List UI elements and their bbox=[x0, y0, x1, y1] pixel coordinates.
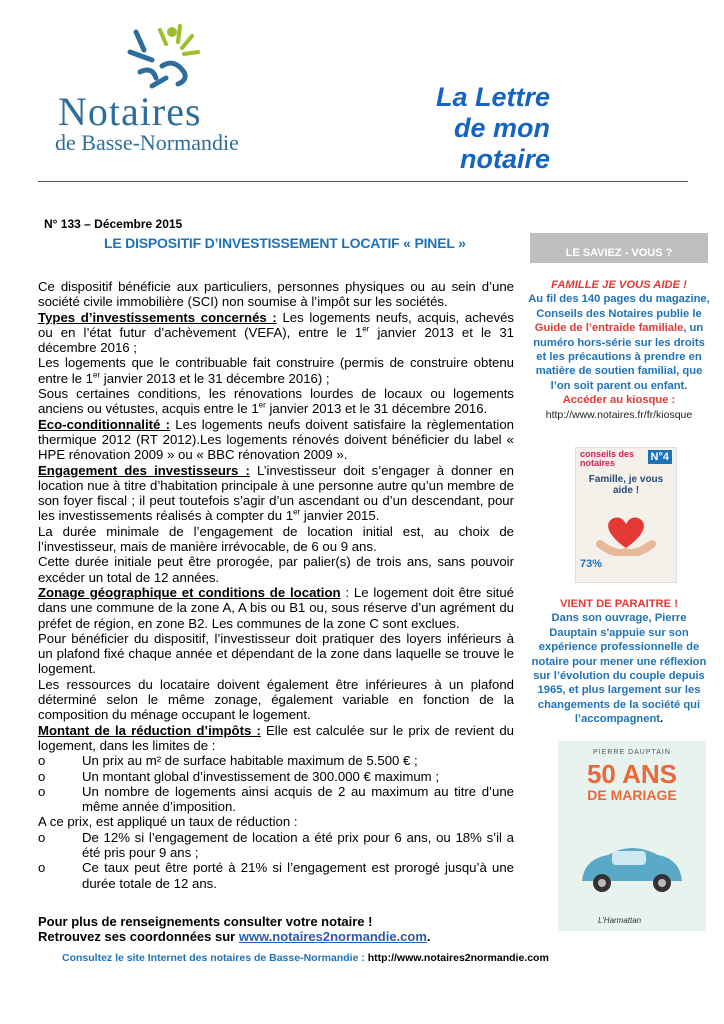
list-item: o Un montant global d’investissement de 300.000 € maximum ; bbox=[38, 768, 439, 784]
contact-cta: Pour plus de renseignements consulter votre notaire ! Retrouvez ses coordonnées sur www.notaires2normandie.com. bbox=[38, 914, 431, 944]
paragraph-types: Types d’investissements concernés : Les logements neufs, acquis, achevés ou en l’état futur d’achèvement (VEFA), entre le 1er janvier 2013 et le 31 décembre 2016 ; bbox=[38, 309, 514, 356]
paragraph-extension: Cette durée initiale peut être prorogée, par palier(s) de trois ans, sans pouvoir excéder un total de 12 années. bbox=[38, 554, 514, 585]
paragraph-rents: Pour bénéficier du dispositif, l’investisseur doit pratiquer des loyers inférieurs à un plafond fixé chaque année et dépendant de la zone dans laquelle se trouve le logement. bbox=[38, 630, 514, 677]
notaires-emblem-icon bbox=[122, 22, 212, 94]
newsletter-title: La Lettre de mon notaire bbox=[435, 82, 550, 174]
website-link[interactable]: www.notaires2normandie.com bbox=[238, 929, 427, 944]
paragraph-zoning: Zonage géographique et conditions de location : Le logement doit être situé dans une commune de la zone A, A bis ou B1 ou, sous réserve d’un agrément du préfet de région, en zone B2. Les communes de la zone C sont exclues. bbox=[38, 584, 514, 631]
article-title: LE DISPOSITIF D’INVESTISSEMENT LOCATIF « PINEL » bbox=[104, 235, 466, 251]
paragraph-resources: Les ressources du locataire doivent également être inférieures à un plafond déterminé selon le même zonage, également variable en fonction de la composition du ménage occupant le logement. bbox=[38, 676, 514, 723]
paragraph-intro: Ce dispositif bénéficie aux particuliers, personnes physiques ou au sein d’une société civile immobilière (SCI) non soumise à l’impôt sur les sociétés. bbox=[38, 279, 514, 310]
paragraph-rate-intro: A ce prix, est appliqué un taux de réduction : bbox=[38, 814, 298, 830]
list-item: o De 12% si l’engagement de location a été prix pour 6 ans, ou 18% s’il a été pris pour 9 ans ; bbox=[38, 829, 514, 860]
footer: Consultez le site Internet des notaires de Basse-Normandie : http://www.notaires2normandie.com bbox=[62, 952, 549, 964]
paragraph-engagement: Engagement des investisseurs : L’investisseur doit s’engager à donner en location nue à titre d’habitation principale à une personne autre qu’un membre de son foyer fiscal ; il peut toutefois s’agir d’un ascendant ou d’un descendant, pour les investissements réalisés à compter du 1er janvier 2015. bbox=[38, 462, 514, 524]
magazine-cover: conseils des notaires N°4 Famille, je vous aide ! 73% bbox=[575, 447, 677, 583]
sidebar-heading: LE SAVIEZ - VOUS ? bbox=[530, 233, 708, 263]
paragraph-renovation: Sous certaines conditions, les rénovations lourdes de locaux ou logements anciens ou vétustes, acquis entre le 1er janvier 2013 et le 31 décembre 2016. bbox=[38, 386, 514, 417]
logo-title: Notaires bbox=[58, 89, 202, 134]
paragraph-amount: Montant de la réduction d’impôts : Elle est calculée sur le prix de revient du logement, dans les limites de : bbox=[38, 722, 514, 753]
sidebar-box-famille: FAMILLE JE VOUS AIDE ! Au fil des 140 pages du magazine, Conseils des Notaires publie le Guide de l’entraide familiale, un numéro hors-série sur les droits et les précautions à prendre en matière de soutien familial, que l’on soit parent ou enfant. Accéder au kiosque : http://www.notaires.fr/fr/kiosque bbox=[528, 279, 710, 421]
list-item: o Un prix au m² de surface habitable maximum de 5.500 € ; bbox=[38, 753, 418, 769]
issue-number: N° 133 – Décembre 2015 bbox=[44, 217, 183, 231]
list-item: o Ce taux peut être porté à 21% si l’engagement est prorogé jusqu’à une durée totale de 12 ans. bbox=[38, 860, 514, 891]
book-cover: PIERRE DAUPTAIN 50 ANS DE MARIAGE L’Harmattan bbox=[558, 741, 706, 931]
paragraph-duration: La durée minimale de l’engagement de location initial est, au choix de l’investisseur, mais de manière irrévocable, de 6 ou 9 ans. bbox=[38, 523, 514, 555]
list-item: o Un nombre de logements ainsi acquis de 2 au maximum au titre d’une même année d’imposition. bbox=[38, 783, 514, 815]
header-divider bbox=[38, 181, 688, 182]
paragraph-construction: Les logements que le contribuable fait construire (permis de construire obtenu entre le 1er janvier 2013 et le 31 décembre 2016) ; bbox=[38, 355, 514, 386]
logo-subtitle: de Basse-Normandie bbox=[55, 130, 239, 155]
car-illustration-icon bbox=[572, 831, 692, 901]
footer-url[interactable]: http://www.notaires2normandie.com bbox=[367, 952, 549, 964]
kiosque-link[interactable]: http://www.notaires.fr/fr/kiosque bbox=[545, 408, 693, 421]
sidebar-box-parution: VIENT DE PARAITRE ! Dans son ouvrage, Pierre Dauptain s'appuie sur son expérience professionnelle de notaire pour mener une réflexion sur l’évolution du couple depuis 1965, et plus largement sur les changements de la société qui l’accompagnent. bbox=[531, 598, 707, 726]
paragraph-eco: Eco-conditionnalité : Les logements neufs doivent satisfaire la règlementation thermique 2012 (RT 2012).Les logements rénovés doivent bénéficier du label « HPE rénovation 2009 » ou « BBC rénovation 2009 ». bbox=[38, 416, 514, 463]
hands-heart-icon bbox=[596, 504, 656, 556]
article-body bbox=[38, 279, 514, 891]
